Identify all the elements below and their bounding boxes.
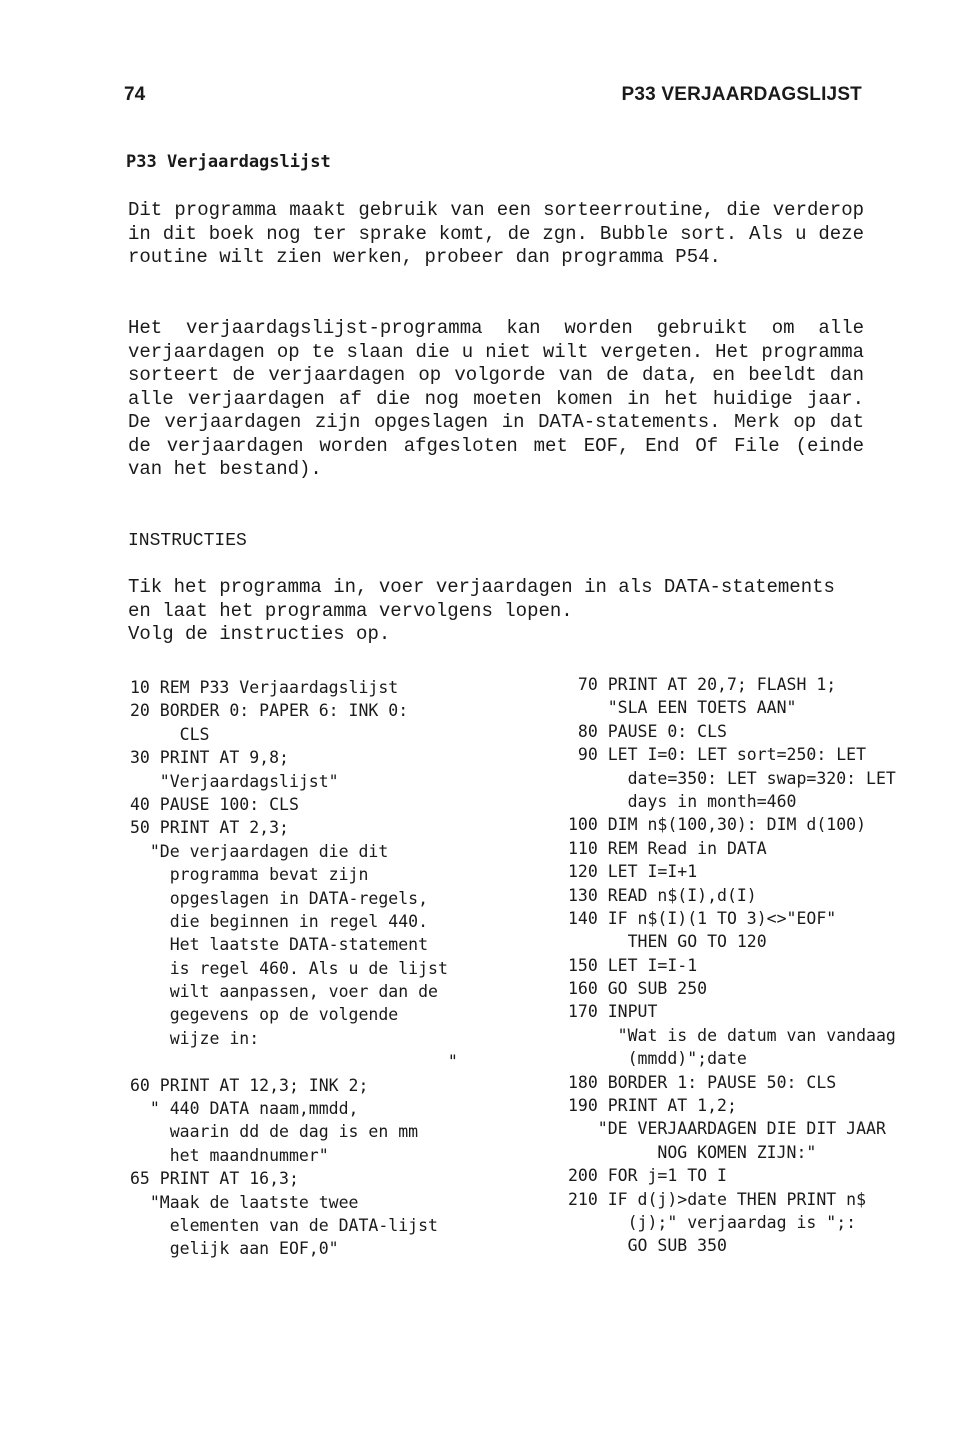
code-line: "DE VERJAARDAGEN DIE DIT JAAR [568,1119,886,1139]
code-line: 30 PRINT AT 9,8; [130,748,289,768]
code-line: 40 PAUSE 100: CLS [130,794,299,814]
instructions-line: Volg de instructies op. [128,623,391,645]
instructions-heading: INSTRUCTIES [128,531,247,551]
instructions-line: en laat het programma vervolgens lopen. [128,599,573,622]
code-line: 65 PRINT AT 16,3; [130,1169,299,1189]
code-line: waarin dd de dag is en mm [130,1122,419,1142]
code-line: (j);" verjaardag is ";: [568,1212,857,1232]
code-line: 70 PRINT AT 20,7; FLASH 1; [568,675,837,694]
program-listing-left [130,676,458,1261]
code-line: 80 PAUSE 0: CLS [568,721,727,741]
code-line: " [130,1052,458,1072]
code-line: 50 PRINT AT 2,3; [130,818,289,838]
intro-paragraph: Dit programma maakt gebruik van een sorteerroutine, die verderop in dit boek nog ter sprake komt, de zgn. Bubble sort. Als u deze routine wilt zien werken, probeer dan programma P54. [128,199,864,268]
code-line: THEN GO TO 120 [568,932,767,952]
instructions-paragraph [128,576,864,647]
code-line: 140 IF n$(I)(1 TO 3)<>"EOF" [568,908,837,928]
code-line: gegevens op de volgende [130,1005,399,1025]
code-line: NOG KOMEN ZIJN:" [568,1142,817,1162]
code-line: 110 REM Read in DATA [568,838,767,858]
code-line: opgeslagen in DATA-regels, [130,888,429,908]
code-line: "Verjaardagslijst" [130,771,339,791]
page-number: 74 [124,84,146,105]
code-line: 180 BORDER 1: PAUSE 50: CLS [568,1072,837,1092]
page-header [124,84,862,112]
instructions-line: Tik het programma in, voer verjaardagen in als DATA-statements [128,576,835,598]
code-line: 190 PRINT AT 1,2; [568,1096,737,1116]
code-line: 120 LET I=I+1 [568,862,698,882]
code-line: "Wat is de datum van vandaag [568,1025,896,1045]
code-line: wijze in: [130,1028,260,1048]
program-listing-right [568,673,896,1258]
code-line: GO SUB 350 [568,1236,727,1256]
code-line: Het laatste DATA-statement [130,935,429,955]
code-line: 160 GO SUB 250 [568,979,708,999]
code-line: het maandnummer" [130,1145,329,1165]
code-line: 100 DIM n$(100,30): DIM d(100) [568,815,867,835]
code-line: date=350: LET swap=320: LET [568,768,896,788]
running-title: P33 VERJAARDAGSLIJST [621,84,862,105]
description-paragraph: Het verjaardagslijst-programma kan worden gebruikt om alle verjaardagen op te slaan die u niet wilt vergeten. Het programma sorteert de verjaardagen op volgorde van de data, en beeldt dan alle verjaardagen af die nog moeten komen in het huidige jaar. De verjaardagen zijn opgeslagen in DATA-statements. Merk op dat de verjaardagen worden afgesloten met EOF, End Of File (einde van het bestand). [128,317,864,480]
code-line: 210 IF d(j)>date THEN PRINT n$ [568,1189,867,1209]
code-line: "SLA EEN TOETS AAN" [568,698,797,718]
code-line: 130 READ n$(I),d(I) [568,885,757,905]
code-line: 10 REM P33 Verjaardagslijst [130,678,399,697]
code-line: 200 FOR j=1 TO I [568,1166,727,1186]
code-line: 90 LET I=0: LET sort=250: LET [568,745,867,765]
code-line: days in month=460 [568,791,797,811]
section-title: P33 Verjaardagslijst [126,152,331,172]
code-line: gelijk aan EOF,0" [130,1239,339,1259]
code-line: "Maak de laatste twee [130,1192,359,1212]
code-line: (mmdd)";date [568,1049,747,1069]
code-line: " 440 DATA naam,mmdd, [130,1099,359,1119]
code-line: "De verjaardagen die dit [130,841,389,861]
code-line: CLS [130,724,210,744]
code-line: 60 PRINT AT 12,3; INK 2; [130,1075,369,1095]
code-line: 20 BORDER 0: PAPER 6: INK 0: [130,701,409,721]
code-line: programma bevat zijn [130,865,369,885]
code-line: wilt aanpassen, voer dan de [130,982,438,1002]
code-line: 170 INPUT [568,1002,658,1022]
code-line: is regel 460. Als u de lijst [130,958,448,978]
code-line: elementen van de DATA-lijst [130,1215,438,1235]
code-line: die beginnen in regel 440. [130,911,429,931]
code-line: 150 LET I=I-1 [568,955,698,975]
